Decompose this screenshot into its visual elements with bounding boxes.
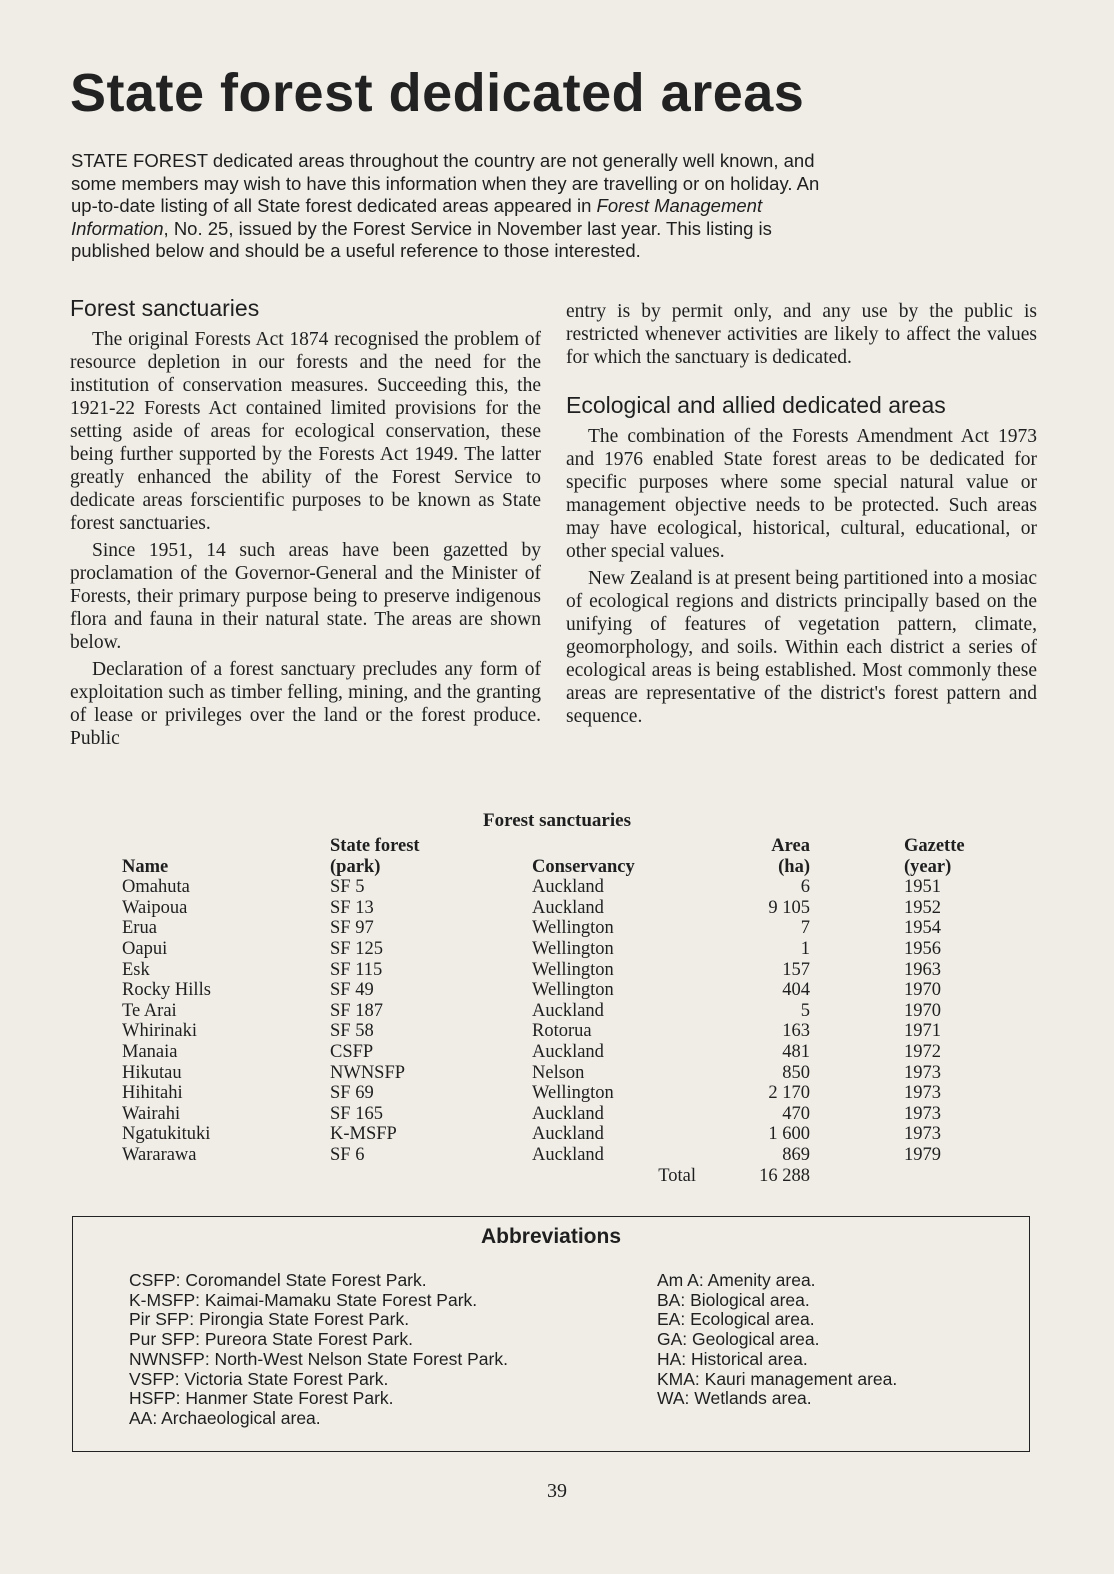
total-value: 16 288 [759,1165,810,1186]
paragraph: The original Forests Act 1874 recognised the problem of resource depletion in our forests and the need for the institution of conservation measures. Succeeding this, the 1921-22 Forests Act contained limited provisions for the setting aside of areas for ecological conservation, these being further supported by the Forests Act 1949. The latter greatly enhanced the ability of the Forest Service to dedicate areas forscientific purposes to be known as State forest sanctuaries. [70,329,541,534]
abbreviation-item: AA: Archaeological area. [129,1407,321,1428]
cell-name: Hihitahi [122,1083,183,1104]
header-state-forest: State forest (park) [330,836,420,877]
table-row [118,1001,998,1022]
right-column [566,300,1037,732]
cell-area: 404 [782,980,810,1001]
cell-area: 850 [782,1062,810,1083]
cell-area: 5 [800,1000,810,1021]
abbreviations-title: Abbreviations [480,1225,622,1248]
table-row [118,1124,998,1145]
header-conservancy: Conservancy [532,856,635,877]
table-row [118,1063,998,1084]
cell-name: Te Arai [122,1000,177,1021]
header-area: Area (ha) [771,836,810,877]
cell-name: Oapui [122,938,168,959]
table-caption: Forest sanctuaries [483,810,631,831]
left-column [70,294,541,754]
abbreviation-item: VSFP: Victoria State Forest Park. [129,1368,389,1389]
paragraph: New Zealand is at present being partitioned into a mosiac of ecological regions and districts principally based on the unifying of features of vegetation pattern, climate, geomorphology, and soils. Within each district a series of ecological areas is being established. Most commonly these areas are representative of the district's forest pattern and sequence. [566,568,1037,727]
cell-conservancy: Wellington [532,918,614,939]
intro-text-1: STATE FOREST dedicated areas throughout the country are not generally well known, and some members may wish to have this information when they are travelling or on holiday. An up-to-date listing of all State forest dedicated areas appeared in [71,150,820,216]
cell-name: Wairahi [122,1103,181,1124]
abbreviation-item: HA: Historical area. [657,1348,808,1369]
section-heading-sanctuaries: Forest sanctuaries [70,295,260,321]
intro-text-2: , No. 25, issued by the Forest Service in November last year. This listing is published below and should be a useful reference to those interested. [71,217,772,261]
cell-name: Ngatukituki [122,1124,211,1145]
cell-area: 470 [782,1103,810,1124]
cell-state-forest: SF 58 [330,1021,374,1042]
paragraph: Since 1951, 14 such areas have been gazetted by proclamation of the Governor-General and the Minister of Forests, their primary purpose being to preserve indigenous flora and fauna in their natural state. The areas are shown below. [70,540,541,653]
cell-conservancy: Rotorua [532,1021,592,1042]
abbreviation-item: WA: Wetlands area. [657,1388,812,1409]
cell-gazette: 1973 [904,1083,941,1104]
table-row [118,1021,998,1042]
cell-area: 9 105 [768,897,810,918]
cell-area: 869 [782,1144,810,1165]
cell-area: 157 [782,959,810,980]
cell-name: Rocky Hills [122,980,211,1001]
cell-state-forest: SF 5 [330,877,365,898]
abbreviations-list-right [657,1271,897,1409]
cell-conservancy: Nelson [532,1062,585,1083]
cell-state-forest: SF 6 [330,1144,365,1165]
cell-name: Hikutau [122,1062,182,1083]
intro-paragraph [71,150,851,263]
page-title: State forest dedicated areas [70,63,805,123]
abbreviation-item: NWNSFP: North-West Nelson State Forest Park. [129,1348,508,1369]
cell-state-forest: SF 49 [330,980,374,1001]
abbreviation-item: Am A: Amenity area. [657,1270,816,1290]
abbreviation-item: K-MSFP: Kaimai-Mamaku State Forest Park. [129,1289,478,1310]
sanctuaries-table [118,836,998,1186]
cell-area: 1 600 [768,1124,810,1145]
cell-conservancy: Auckland [532,1124,604,1145]
abbreviation-item: HSFP: Hanmer State Forest Park. [129,1388,394,1409]
abbreviation-item: BA: Biological area. [657,1289,810,1310]
table-body [118,877,998,1186]
abbreviation-item: Pur SFP: Pureora State Forest Park. [129,1329,413,1350]
empty-cell [814,1166,998,1187]
cell-gazette: 1963 [904,959,941,980]
section-heading-ecological: Ecological and allied dedicated areas [566,392,946,418]
header-gazette: Gazette (year) [904,836,965,877]
abbreviations-box [72,1216,1030,1452]
cell-gazette: 1970 [904,980,941,1001]
table-row [118,918,998,939]
page-number: 39 [547,1480,567,1502]
table-row [118,939,998,960]
table-row [118,1104,998,1125]
table-row [118,877,998,898]
cell-conservancy: Auckland [532,897,604,918]
table-row [118,898,998,919]
table-row [118,980,998,1001]
cell-state-forest: SF 13 [330,897,374,918]
table-row [118,1042,998,1063]
cell-gazette: 1954 [904,918,941,939]
cell-conservancy: Auckland [532,877,604,898]
cell-name: Waipoua [122,897,188,918]
cell-gazette: 1970 [904,1000,941,1021]
cell-conservancy: Wellington [532,1083,614,1104]
publication-title: Forest Management Information [71,195,763,239]
cell-gazette: 1951 [904,877,941,898]
total-label: Total [658,1165,696,1186]
paragraph: Declaration of a forest sanctuary precludes any form of exploitation such as timber felling, mining, and the granting of lease or privileges over the land or the forest produce. Public [70,659,541,749]
cell-name: Esk [122,959,150,980]
cell-area: 163 [782,1021,810,1042]
cell-name: Manaia [122,1041,178,1062]
cell-gazette: 1973 [904,1124,941,1145]
cell-area: 481 [782,1041,810,1062]
cell-state-forest: K-MSFP [330,1124,397,1145]
cell-name: Whirinaki [122,1021,198,1042]
table-total-row [118,1166,998,1187]
cell-gazette: 1972 [904,1041,941,1062]
cell-name: Wararawa [122,1144,197,1165]
cell-conservancy: Auckland [532,1103,604,1124]
table-row [118,1083,998,1104]
cell-gazette: 1973 [904,1062,941,1083]
cell-name: Omahuta [122,877,190,898]
table-row [118,1145,998,1166]
cell-conservancy: Auckland [532,1000,604,1021]
cell-state-forest: CSFP [330,1041,374,1062]
cell-gazette: 1973 [904,1103,941,1124]
abbreviation-item: Pir SFP: Pirongia State Forest Park. [129,1309,410,1330]
cell-conservancy: Wellington [532,959,614,980]
cell-area: 2 170 [768,1083,810,1104]
cell-area: 1 [800,938,810,959]
table-row [118,960,998,981]
cell-conservancy: Auckland [532,1144,604,1165]
cell-state-forest: SF 115 [330,959,383,980]
header-name: Name [122,856,169,877]
cell-gazette: 1956 [904,938,941,959]
abbreviation-item: EA: Ecological area. [657,1309,815,1330]
cell-name: Erua [122,918,157,939]
cell-state-forest: SF 69 [330,1083,374,1104]
cell-state-forest: SF 125 [330,938,383,959]
paragraph-continuation: entry is by permit only, and any use by the public is restricted whenever activities are likely to affect the values for which the sanctuary is dedicated. [566,301,1037,368]
table-header-row [118,836,998,877]
cell-gazette: 1952 [904,897,941,918]
cell-conservancy: Auckland [532,1041,604,1062]
abbreviations-list-left [129,1271,508,1429]
cell-area: 6 [800,877,810,898]
abbreviation-item: CSFP: Coromandel State Forest Park. [129,1270,427,1290]
cell-state-forest: SF 97 [330,918,374,939]
cell-conservancy: Wellington [532,980,614,1001]
empty-cell [326,1166,528,1187]
empty-cell [118,1166,326,1187]
abbreviation-item: GA: Geological area. [657,1329,820,1350]
cell-gazette: 1979 [904,1144,941,1165]
cell-state-forest: SF 165 [330,1103,383,1124]
paragraph: The combination of the Forests Amendment Act 1973 and 1976 enabled State forest areas to be dedicated for specific purposes where some special natural value or management objective needs to be protected. Such areas may have ecological, historical, cultural, educational, or other special values. [566,426,1037,562]
cell-state-forest: SF 187 [330,1000,383,1021]
cell-state-forest: NWNSFP [330,1062,406,1083]
abbreviation-item: KMA: Kauri management area. [657,1368,898,1389]
cell-gazette: 1971 [904,1021,941,1042]
cell-area: 7 [800,918,810,939]
cell-conservancy: Wellington [532,938,614,959]
